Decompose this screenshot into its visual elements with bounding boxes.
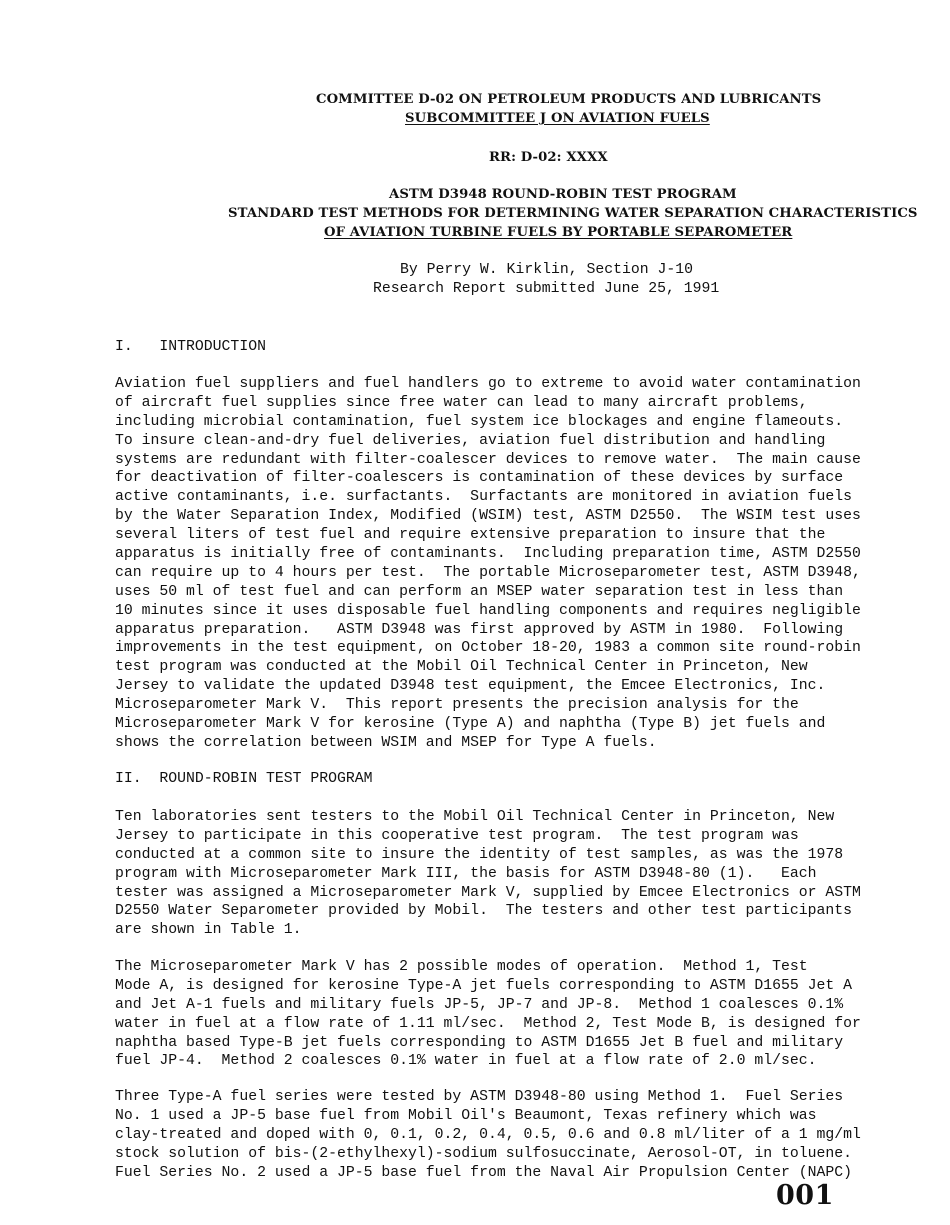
text-line: 10 minutes since it uses disposable fuel handling components and requires negligible — [115, 602, 861, 619]
text-line: conducted at a common site to insure the identity of test samples, as was the 1978 — [115, 846, 844, 863]
round-robin-paragraph-2 — [115, 958, 915, 1071]
text-line: shows the correlation between WSIM and MSEP for Type A fuels. — [115, 734, 657, 751]
text-line: Three Type-A fuel series were tested by ASTM D3948-80 using Method 1. Fuel Series — [115, 1089, 844, 1105]
text-line: fuel JP-4. Method 2 coalesces 0.1% water in fuel at a flow rate of 2.0 ml/sec. — [115, 1053, 817, 1070]
text-line: improvements in the test equipment, on October 18-20, 1983 a common site round-robin — [115, 640, 861, 657]
submission-date: Research Report submitted June 25, 1991 — [373, 281, 720, 297]
text-line: Ten laboratories sent testers to the Mobil Oil Technical Center in Princeton, New — [115, 809, 835, 825]
text-line: including microbial contamination, fuel system ice blockages and engine flameouts. — [115, 413, 844, 430]
text-line: To insure clean-and-dry fuel deliveries, aviation fuel distribution and handling — [115, 432, 826, 449]
section-heading-round-robin: II. ROUND-ROBIN TEST PROGRAM — [115, 771, 373, 787]
text-line: apparatus is initially free of contaminants. Including preparation time, ASTM D2550 — [115, 546, 861, 563]
methods-title: STANDARD TEST METHODS FOR DETERMINING WATER SEPARATION CHARACTERISTICS — [228, 206, 918, 221]
text-line: water in fuel at a flow rate of 1.11 ml/sec. Method 2, Test Mode B, is designed for — [115, 1015, 861, 1032]
text-line: for deactivation of filter-coalescers is contamination of these devices by surface — [115, 470, 844, 487]
text-line: tester was assigned a Microseparometer Mark V, supplied by Emcee Electronics or ASTM — [115, 884, 861, 901]
report-number: RR: D-02: XXXX — [489, 150, 608, 165]
page-number: 001 — [776, 1180, 834, 1211]
text-line: systems are redundant with filter-coalescer devices to remove water. The main cause — [115, 451, 861, 468]
text-line: can require up to 4 hours per test. The portable Microseparometer test, ASTM D3948, — [115, 564, 861, 581]
text-line: D2550 Water Separometer provided by Mobil. The testers and other test participants — [115, 903, 853, 920]
committee-title: COMMITTEE D-02 ON PETROLEUM PRODUCTS AND LUBRICANTS — [316, 92, 822, 107]
text-line: test program was conducted at the Mobil Oil Technical Center in Princeton, New — [115, 659, 808, 676]
text-line: Jersey to validate the updated D3948 test equipment, the Emcee Electronics, Inc. — [115, 678, 826, 695]
text-line: clay-treated and doped with 0, 0.1, 0.2, 0.4, 0.5, 0.6 and 0.8 ml/liter of a 1 mg/ml — [115, 1126, 861, 1143]
text-line: Microseparometer Mark V. This report presents the precision analysis for the — [115, 697, 799, 714]
text-line: are shown in Table 1. — [115, 922, 302, 939]
text-line: Fuel Series No. 2 used a JP-5 base fuel from the Naval Air Propulsion Center (NAPC) — [115, 1164, 853, 1181]
text-line: and Jet A-1 fuels and military fuels JP-5, JP-7 and JP-8. Method 1 coalesces 0.1% — [115, 996, 844, 1013]
text-line: The Microseparometer Mark V has 2 possible modes of operation. Method 1, Test — [115, 959, 808, 975]
author-line: By Perry W. Kirklin, Section J-10 — [400, 262, 694, 278]
text-line: naphtha based Type-B jet fuels corresponding to ASTM D1655 Jet B fuel and military — [115, 1034, 844, 1051]
text-line: Aviation fuel suppliers and fuel handlers go to extreme to avoid water contamination — [115, 376, 861, 392]
text-line: uses 50 ml of test fuel and can perform an MSEP water separation test in less than — [115, 583, 844, 600]
text-line: of aircraft fuel supplies since free water can lead to many aircraft problems, — [115, 394, 808, 411]
text-line: Jersey to participate in this cooperative test program. The test program was — [115, 827, 799, 844]
subcommittee-title: SUBCOMMITTEE J ON AVIATION FUELS — [405, 111, 710, 126]
methods-subtitle: OF AVIATION TURBINE FUELS BY PORTABLE SEPAROMETER — [324, 225, 793, 240]
text-line: Microseparometer Mark V for kerosine (Type A) and naphtha (Type B) jet fuels and — [115, 716, 826, 733]
text-line: stock solution of bis-(2-ethylhexyl)-sodium sulfosuccinate, Aerosol-OT, in toluene. — [115, 1145, 853, 1162]
section-heading-introduction: I. INTRODUCTION — [115, 339, 266, 355]
text-line: by the Water Separation Index, Modified (WSIM) test, ASTM D2550. The WSIM test uses — [115, 508, 861, 525]
text-line: active contaminants, i.e. surfactants. Surfactants are monitored in aviation fuels — [115, 489, 853, 506]
text-line: No. 1 used a JP-5 base fuel from Mobil Oil's Beaumont, Texas refinery which was — [115, 1107, 817, 1124]
round-robin-paragraph-3 — [115, 1088, 915, 1182]
text-line: Mode A, is designed for kerosine Type-A jet fuels corresponding to ASTM D1655 Jet A — [115, 977, 853, 994]
round-robin-paragraph-1 — [115, 808, 915, 940]
introduction-paragraph — [115, 375, 915, 753]
text-line: apparatus preparation. ASTM D3948 was first approved by ASTM in 1980. Following — [115, 621, 844, 638]
program-title: ASTM D3948 ROUND-ROBIN TEST PROGRAM — [389, 187, 737, 202]
text-line: program with Microseparometer Mark III, the basis for ASTM D3948-80 (1). Each — [115, 865, 817, 882]
text-line: several liters of test fuel and require extensive preparation to insure that the — [115, 527, 826, 544]
